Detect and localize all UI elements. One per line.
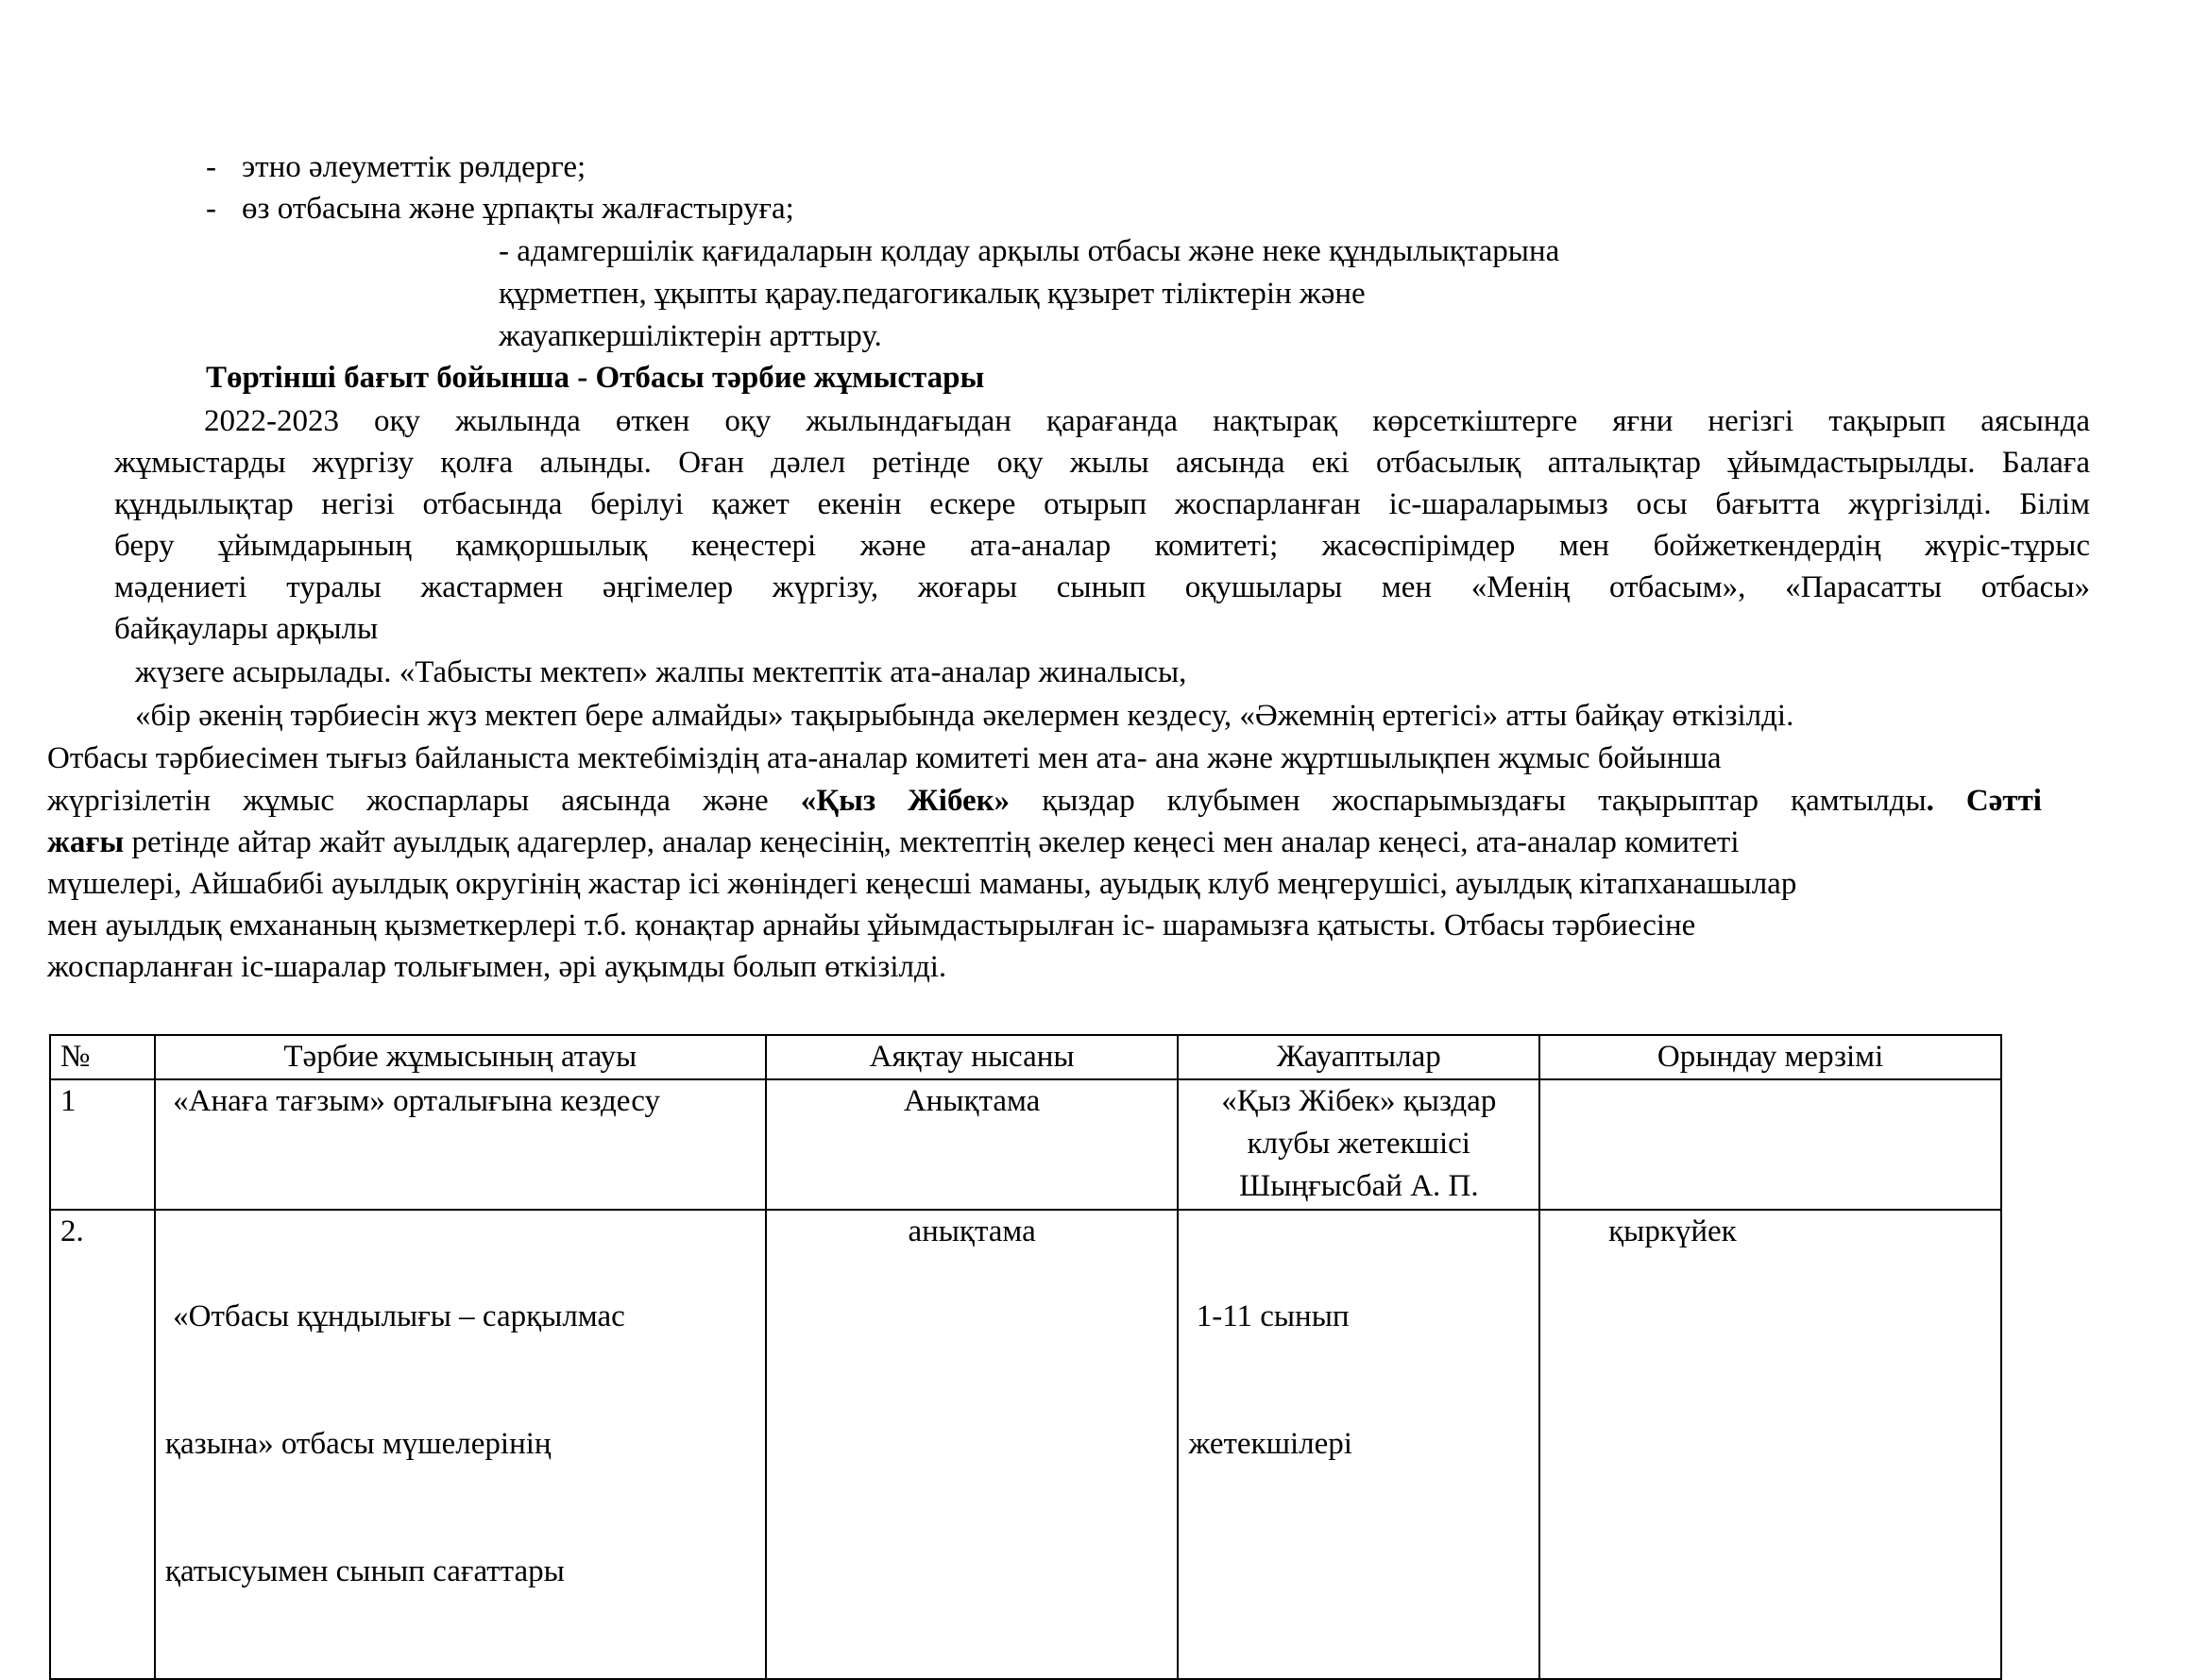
cell-activity-name	[155, 1210, 766, 1679]
cell-deadline: қыркүйек	[1539, 1210, 2001, 1679]
header-activity-name: Тәрбие жұмысының атауы	[155, 1035, 766, 1079]
activities-table	[49, 1034, 2002, 1680]
club-name-bold: «Қыз Жібек»	[800, 784, 1011, 818]
bullet-dash: -	[206, 192, 216, 226]
success-label-bold: жағы	[47, 825, 125, 859]
paragraph-line: мүшелері, Айшабибі ауылдық округінің жастар ісі жөніндегі кеңесші маманы, ауыдық клуб меңгерушісі, ауылдық кітапханашылар	[47, 867, 1797, 901]
paragraph-line: 2022-2023 оқу жылында өткен оқу жылындағыдан қарағанда нақтырақ көрсеткіштерге яғни негізгі тақырып аясында	[204, 404, 2090, 438]
cell-line: қазына» отбасы мүшелерінің	[164, 1427, 552, 1461]
cell-line: Шыңғысбай А. П.	[1238, 1169, 1479, 1203]
cell-line: «Қыз Жібек» қыздар	[1221, 1084, 1497, 1118]
bullet-item	[206, 146, 586, 188]
cell-responsible	[1178, 1079, 1539, 1210]
text-run: жүргізілетін жұмыс жоспарлары аясында және	[47, 784, 801, 818]
indent-line: - адамгершілік қағидаларын қолдау арқылы отбасы және неке құндылықтарына	[499, 234, 1560, 268]
bullet-dash: -	[206, 150, 216, 184]
bullet-text: өз отбасына және ұрпақты жалғастыруға;	[242, 192, 794, 226]
paragraph-line: мен ауылдық емхананың қызметкерлері т.б. қонақтар арнайы ұйымдастырылған іс- шарамызға қатысты. Отбасы тәрбиесіне	[47, 908, 1696, 942]
table-row	[50, 1079, 2001, 1210]
cell-completion-form: Анықтама	[766, 1079, 1179, 1210]
section-heading: Төртінші бағыт бойынша - Отбасы тәрбие жұмыстары	[206, 361, 985, 395]
cell-number: 2.	[50, 1210, 155, 1679]
paragraph-line	[47, 822, 1740, 863]
cell-number: 1	[50, 1079, 155, 1210]
header-completion-form: Аяқтау нысаны	[766, 1035, 1179, 1079]
paragraph-line: жоспарланған іс-шаралар толығымен, әрі ауқымды болып өткізілді.	[47, 950, 947, 984]
cell-activity-name: «Анаға тағзым» орталығына кездесу	[155, 1079, 766, 1210]
cell-responsible	[1178, 1210, 1539, 1679]
table-row	[50, 1210, 2001, 1679]
indent-line: жауапкершіліктерін арттыру.	[499, 319, 882, 353]
cell-line: қатысуымен сынып сағаттары	[164, 1554, 565, 1588]
cell-line: жетекшілері	[1188, 1427, 1352, 1461]
paragraph-line: байқаулары арқылы	[114, 612, 379, 646]
cell-deadline	[1539, 1079, 2001, 1210]
indent-line: құрметпен, ұқыпты қарау.педагогикалық құзырет тіліктерін және	[499, 277, 1366, 311]
header-responsible: Жауаптылар	[1178, 1035, 1539, 1079]
bullet-text: этно әлеуметтік рөлдерге;	[242, 150, 586, 184]
paragraph-line	[47, 780, 2042, 822]
paragraph-line: мәдениеті туралы жастармен әңгімелер жүргізу, жоғары сынып оқушылары мен «Менің отбасым», «Парасатты отбасы»	[114, 570, 2090, 604]
cell-line: клубы жетекшісі	[1247, 1127, 1470, 1161]
table-header-row	[50, 1035, 2001, 1079]
success-label-bold: . Сәтті	[1926, 784, 2042, 818]
text-run: ретінде айтар жайт ауылдық адагерлер, аналар кеңесінің, мектептің әкелер кеңесі мен аналар кеңесі, ата-аналар комитеті	[124, 825, 1740, 859]
header-deadline: Орындау мерзімі	[1539, 1035, 2001, 1079]
paragraph-line: құндылықтар негізі отбасында берілуі қажет екенін ескере отырып жоспарланған іс-шараларымыз осы бағытта жүргізілді. Білім	[114, 487, 2090, 521]
text-run: қыздар клубымен жоспарымыздағы тақырыптар қамтылды	[1010, 784, 1927, 818]
paragraph-line: жұмыстарды жүргізу қолға алынды. Оған дәлел ретінде оқу жылы аясында екі отбасылық апталықтар ұйымдастырылды. Балаға	[114, 446, 2090, 480]
paragraph-line: беру ұйымдарының қамқоршылық кеңестері және ата-аналар комитеті; жасөспірімдер мен бойжеткендердің жүріс-тұрыс	[114, 529, 2090, 563]
paragraph-line: Отбасы тәрбиесімен тығыз байланыста мектебіміздің ата-аналар комитеті мен ата- ана және жұртшылықпен жұмыс бойынша	[47, 741, 1722, 775]
paragraph-line: «бір әкенің тәрбиесін жүз мектеп бере алмайды» тақырыбында әкелермен кездесу, «Әжемнің ертегісі» атты байқау өткізілді.	[135, 699, 1794, 733]
cell-completion-form: анықтама	[766, 1210, 1179, 1679]
paragraph-line: жүзеге асырылады. «Табысты мектеп» жалпы мектептік ата-аналар жиналысы,	[135, 655, 1187, 689]
bullet-item	[206, 188, 794, 229]
cell-line: 1-11 сынып	[1188, 1299, 1350, 1333]
header-number: №	[50, 1035, 155, 1079]
cell-line: «Отбасы құндылығы – сарқылмас	[164, 1299, 625, 1333]
